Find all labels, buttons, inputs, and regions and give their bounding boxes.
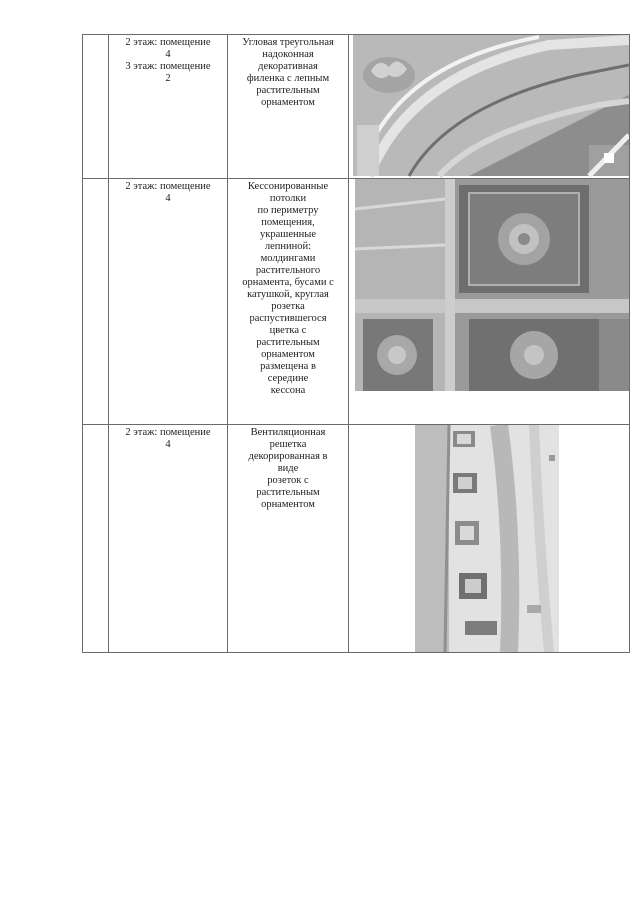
heritage-elements-table xyxy=(82,34,630,653)
description-line: середине xyxy=(267,373,309,384)
description-line: орнамента, бусами с xyxy=(242,277,334,288)
description-line: катушкой, круглая xyxy=(247,289,329,300)
description-line: решетка xyxy=(269,439,307,450)
description-line: по периметру xyxy=(257,205,319,216)
photo-cell xyxy=(349,179,630,425)
location-line: 3 этаж: помещение xyxy=(125,61,211,72)
description-cell xyxy=(228,35,349,179)
location-line: 2 этаж: помещение xyxy=(125,37,211,48)
table-row xyxy=(83,179,630,425)
description-cell xyxy=(228,179,349,425)
row-number-cell xyxy=(83,425,109,653)
description-line: растительным xyxy=(256,337,320,348)
description-line: лепниной: xyxy=(264,241,312,252)
table-row xyxy=(83,425,630,653)
description-line: цветка с xyxy=(269,325,307,336)
location-line: 2 этаж: помещение xyxy=(125,181,211,192)
description-cell xyxy=(228,425,349,653)
description-line: кессона xyxy=(270,385,306,396)
location-line: 4 xyxy=(165,439,171,450)
description-line: виде xyxy=(277,463,299,474)
description-line: декорированная в xyxy=(248,451,328,462)
row-number-cell xyxy=(83,35,109,179)
description-line: надоконная xyxy=(262,49,314,60)
description-line: размещена в xyxy=(260,361,316,372)
description-line: распустившегося xyxy=(249,313,327,324)
location-line: 4 xyxy=(165,193,171,204)
table-row xyxy=(83,35,630,179)
photo-cell xyxy=(349,35,630,179)
description-line: украшенные xyxy=(260,229,316,240)
location-cell xyxy=(109,35,228,179)
description-line: Кессонированные xyxy=(247,181,329,192)
description-line: декоративная xyxy=(258,61,318,72)
description-line: Вентиляционная xyxy=(250,427,326,438)
location-line: 2 xyxy=(165,73,171,84)
ornamental-corner-panel-photo xyxy=(349,35,629,178)
description-line: розеток с xyxy=(267,475,309,486)
description-line: потолки xyxy=(269,193,307,204)
description-line: орнаментом xyxy=(261,349,315,360)
location-cell xyxy=(109,425,228,653)
description-line: филенка с лепным xyxy=(246,73,330,84)
location-line: 2 этаж: помещение xyxy=(125,427,211,438)
description-line: орнаментом xyxy=(261,499,315,510)
description-line: помещения, xyxy=(261,217,315,228)
photo-cell xyxy=(349,425,630,653)
description-line: растительным xyxy=(256,85,320,96)
description-line: розетка xyxy=(271,301,305,312)
location-cell xyxy=(109,179,228,425)
coffered-ceiling-photo xyxy=(349,179,629,424)
row-number-cell xyxy=(83,179,109,425)
description-line: орнаментом xyxy=(261,97,315,108)
location-line: 4 xyxy=(165,49,171,60)
description-line: растительного xyxy=(255,265,321,276)
description-line: молдингами xyxy=(260,253,316,264)
description-line: растительным xyxy=(256,487,320,498)
ventilation-grille-photo xyxy=(349,425,629,652)
description-line: Угловая треугольная xyxy=(242,37,334,48)
